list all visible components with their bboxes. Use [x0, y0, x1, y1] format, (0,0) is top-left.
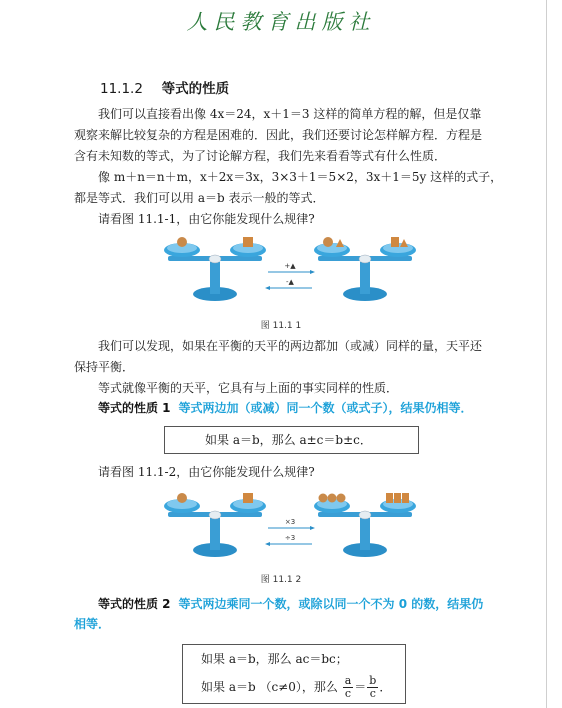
formula-end: ．: [379, 680, 392, 694]
section-heading: [100, 77, 229, 97]
paragraph-line: 保持平衡．: [74, 360, 135, 374]
operation-arrows: [265, 262, 315, 290]
page-edge-line: [546, 0, 547, 708]
equals-sign: ＝: [354, 680, 367, 694]
paragraph-line: 等式就像平衡的天平，它具有与上面的事实同样的性质．: [98, 381, 399, 395]
paragraph-line: 观察来解比较复杂的方程是困难的．因此，我们还要讨论怎样解方程．方程是: [74, 128, 483, 142]
paragraph-line: 我们可以直接看出像 4x＝24，x＋1＝3 这样的简单方程的解，但是仅靠: [98, 107, 482, 121]
op-multiply-label: ×3: [284, 518, 296, 526]
formula-box: [164, 426, 419, 454]
op-add-label: +▲: [284, 262, 296, 270]
publisher-logo: 人民教育出版社: [186, 10, 376, 34]
paragraph-line: 像 m＋n＝n＋m，x＋2x＝3x，3×3＋1＝5×2，3x＋1＝5y 这样的式子，: [98, 170, 503, 184]
section-number: 11.1.2: [100, 81, 143, 97]
numerator: a: [344, 674, 352, 687]
property-label: 等式的性质 1: [98, 401, 171, 415]
property-2: [98, 594, 483, 615]
formula-prefix: 如果 a＝b （c≠0），那么: [201, 680, 338, 694]
property-text: 等式两边加（或减）同一个数（或式子），结果仍相等．: [178, 401, 473, 415]
paragraph-line: 请看图 11.1-2，由它你能发现什么规律?: [98, 465, 315, 479]
figure-caption: 图 11.1 2: [260, 575, 302, 585]
denominator: c: [344, 687, 352, 700]
balance-scale-right: [314, 237, 416, 301]
figure-caption: 图 11.1 1: [260, 321, 302, 331]
property-text: 等式两边乘同一个数，或除以同一个不为 0 的数，结果仍: [178, 597, 484, 611]
formula-box: [182, 644, 406, 704]
paragraph-line: 含有未知数的等式，为了讨论解方程，我们先来看看等式有什么性质．: [74, 149, 447, 163]
op-sub-label: -▲: [286, 278, 294, 286]
operation-arrows: [265, 518, 315, 546]
figure-balance-add: [160, 228, 430, 308]
paragraph-line: 请看图 11.1-1，由它你能发现什么规律?: [98, 212, 315, 226]
property-1: [98, 398, 473, 419]
fraction-a-over-c: [343, 675, 354, 700]
numerator: b: [369, 674, 377, 687]
fraction-b-over-c: [367, 675, 378, 700]
denominator: c: [369, 687, 376, 700]
paragraph-line: 都是等式．我们可以用 a＝b 表示一般的等式．: [74, 191, 325, 205]
property-2-cont: [74, 614, 110, 635]
section-title: 等式的性质: [161, 81, 230, 97]
figure-balance-multiply: [160, 484, 430, 564]
formula-line: [201, 675, 391, 700]
balance-scale-right: [314, 493, 416, 557]
property-label: 等式的性质 2: [98, 597, 171, 611]
formula-line: 如果 a＝b，那么 ac＝bc；: [201, 652, 348, 666]
property-text: 相等．: [74, 617, 111, 631]
balance-scale-left: [164, 237, 266, 301]
paragraph-line: 我们可以发现，如果在平衡的天平的两边都加（或减）同样的量，天平还: [98, 339, 483, 353]
formula-line: 如果 a＝b，那么 a±c＝b±c．: [205, 433, 372, 447]
balance-scale-left: [164, 493, 266, 557]
op-divide-label: ÷3: [284, 534, 296, 542]
